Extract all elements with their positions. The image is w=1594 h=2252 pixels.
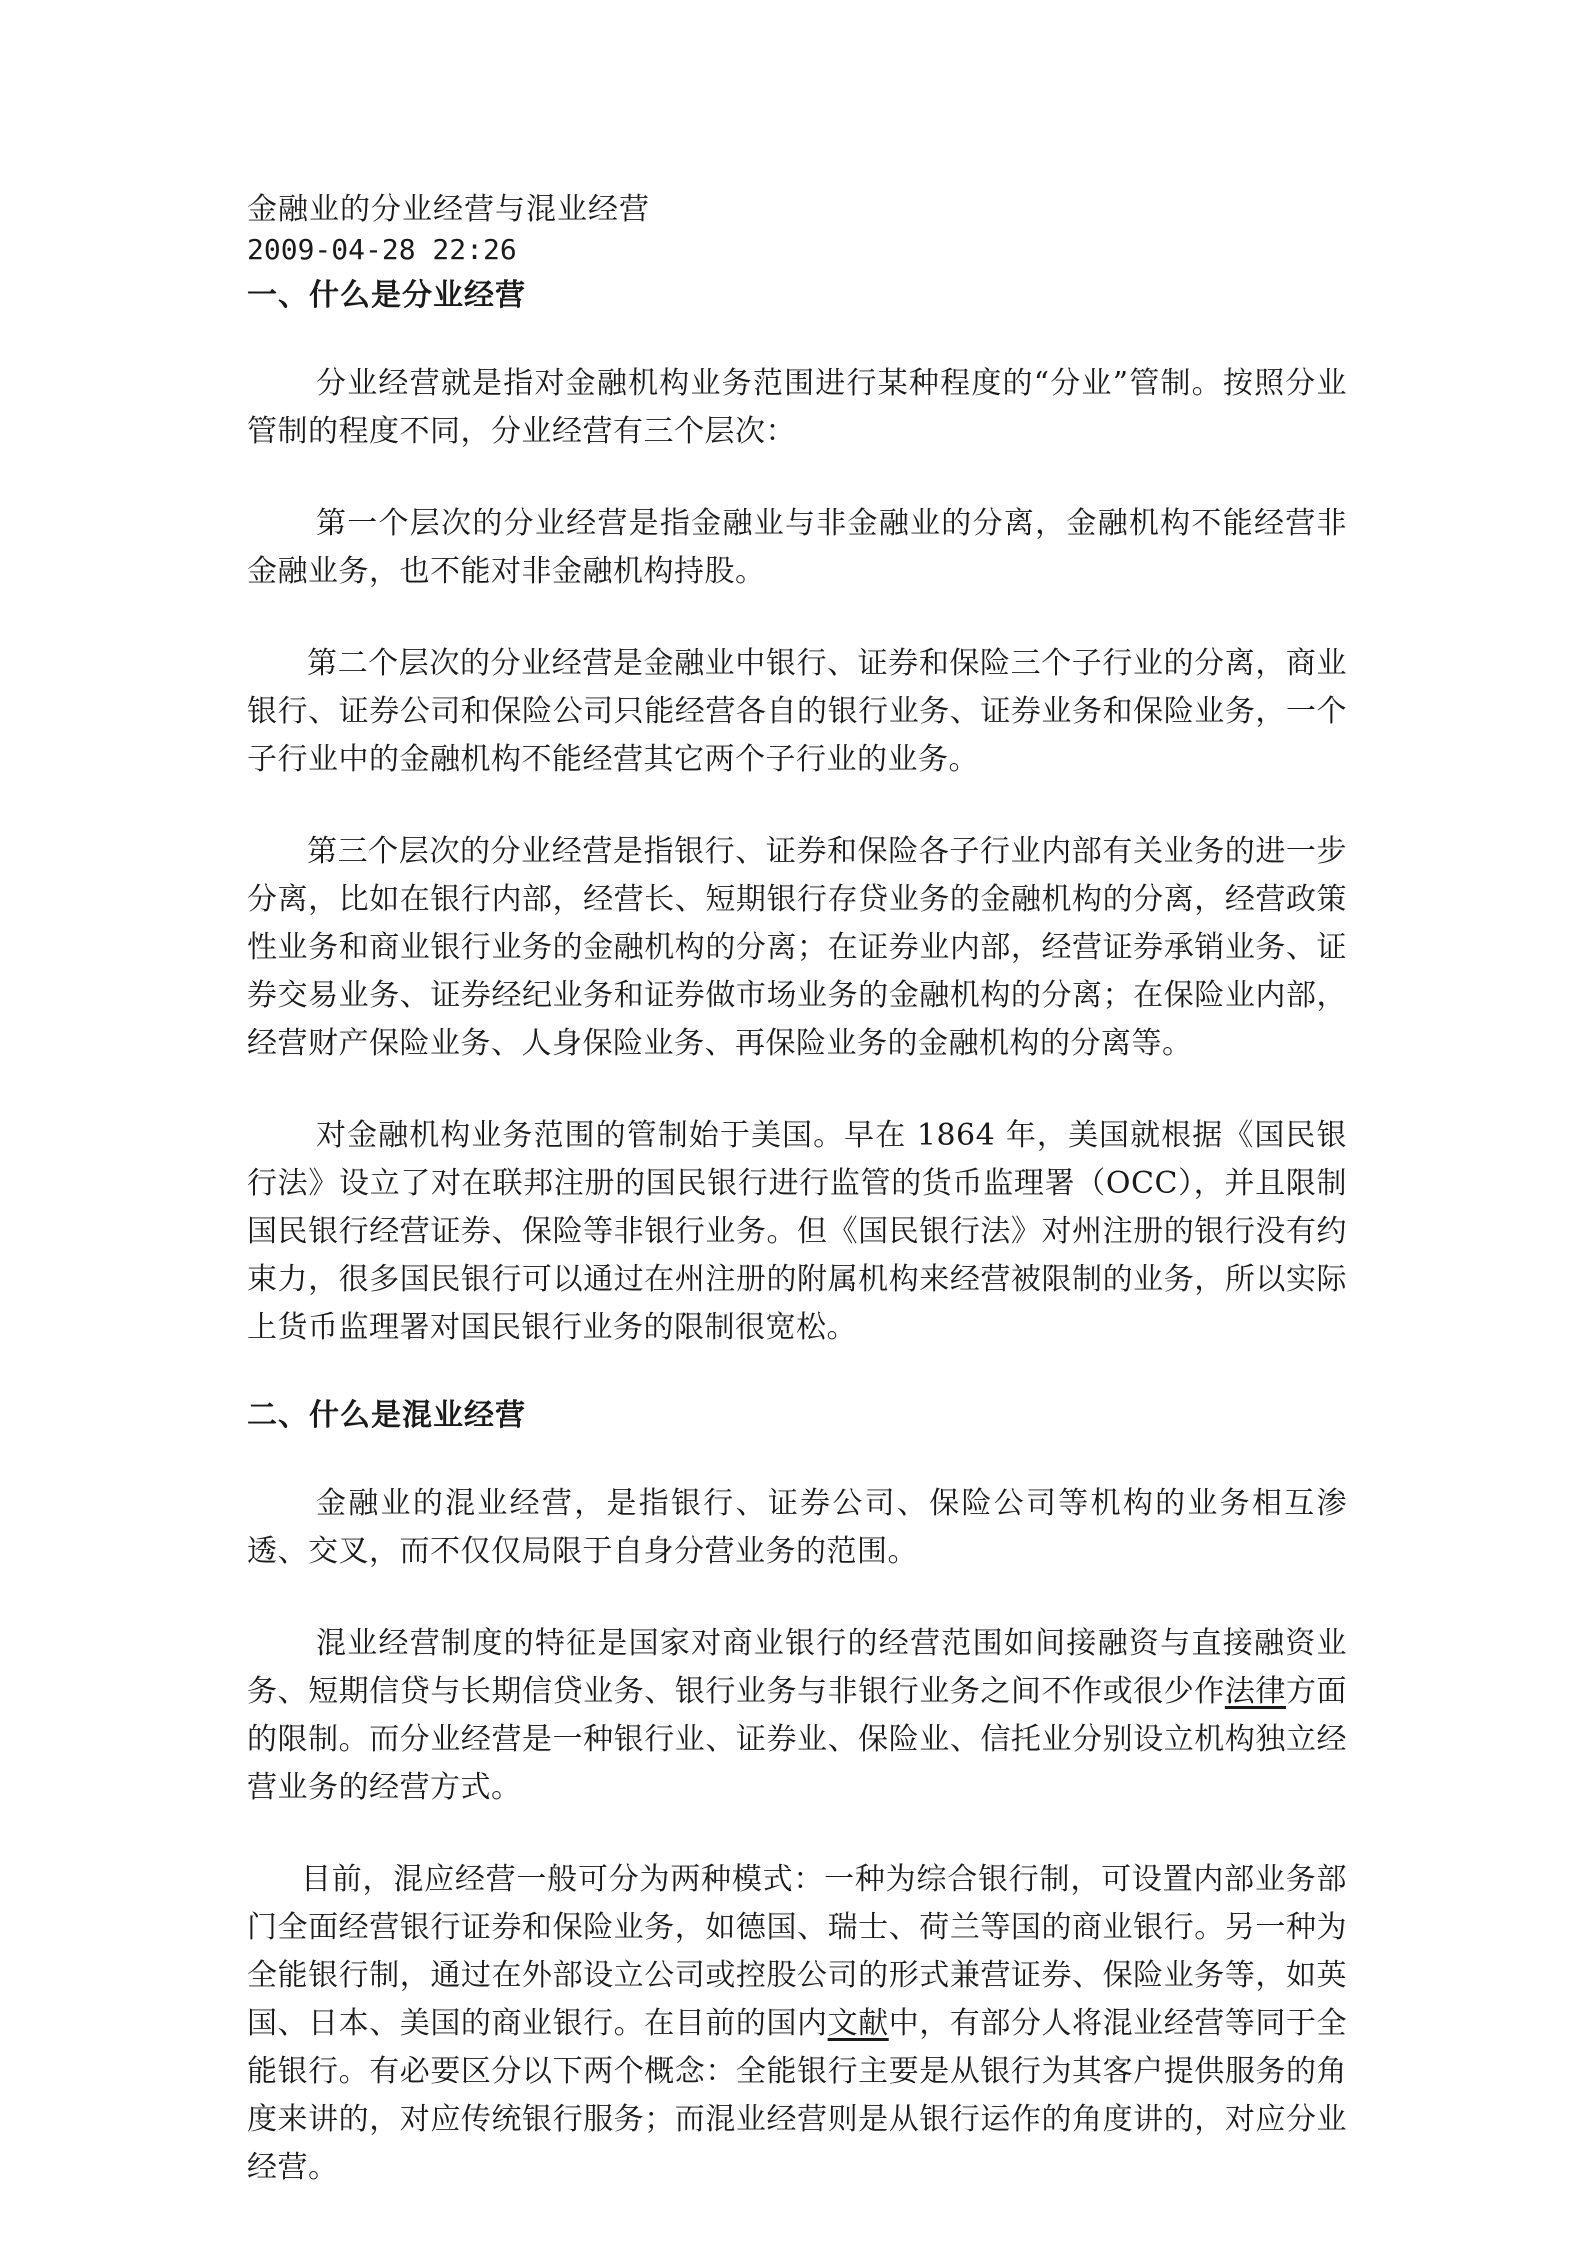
section-2-heading: 二、什么是混业经营 <box>247 1398 526 1433</box>
section-2-paragraph-1: 金融业的混业经营，是指银行、证券公司、保险公司等机构的业务相互渗透、交叉，而不仅仅局限于自身分营业务的范围。 <box>247 1486 1347 1569</box>
section-1-paragraph-5: 对金融机构业务范围的管制始于美国。早在 1864 年，美国就根据《国民银行法》设立了对在联邦注册的国民银行进行监管的货币监理署（OCC），并且限制国民银行经营证券、保险等非银行业务。但《国民银行法》对州注册的银行没有约束力，很多国民银行可以通过在州注册的附属机构来经营被限制的业务，所以实际上货币监理署对国民银行业务的限制很宽松。 <box>247 1118 1347 1345</box>
section-1-heading: 一、什么是分业经营 <box>247 278 526 313</box>
section-2-paragraph-2-text-a: 混业经营制度的特征是国家对商业银行的经营范围如间接融资与直接融资业务、短期信贷与长期信贷业务、银行业务与非银行业务之间不作或很少作 <box>247 1626 1347 1709</box>
section-2-paragraph-2 <box>247 1620 1347 1812</box>
section-1-paragraph-4: 第三个层次的分业经营是指银行、证券和保险各子行业内部有关业务的进一步分离，比如在银行内部，经营长、短期银行存贷业务的金融机构的分离，经营政策性业务和商业银行业务的金融机构的分离；在证券业内部，经营证券承销业务、证券交易业务、证券经纪业务和证券做市场业务的金融机构的分离；在保险业内部，经营财产保险业务、人身保险业务、再保险业务的金融机构的分离等。 <box>247 834 1347 1061</box>
section-2-paragraph-3 <box>247 1856 1347 2192</box>
literature-link[interactable]: 文献 <box>827 2006 889 2041</box>
section-1-paragraph-1: 分业经营就是指对金融机构业务范围进行某种程度的“分业”管制。按照分业管制的程度不同，分业经营有三个层次： <box>247 366 1347 449</box>
section-1-paragraph-3: 第二个层次的分业经营是金融业中银行、证券和保险三个子行业的分离，商业银行、证券公司和保险公司只能经营各自的银行业务、证券业务和保险业务，一个子行业中的金融机构不能经营其它两个子行业的业务。 <box>247 646 1347 777</box>
section-2-paragraph-3-text-b: 中，有部分人将混业经营等同于全能银行。有必要区分以下两个概念：全能银行主要是从银行为其客户提供服务的角度来讲的，对应传统银行服务；而混业经营则是从银行运作的角度讲的，对应分业经营。 <box>247 2006 1348 2185</box>
section-1-paragraph-2: 第一个层次的分业经营是指金融业与非金融业的分离，金融机构不能经营非金融业务，也不能对非金融机构持股。 <box>247 506 1347 589</box>
document-date: 2009-04-28 22:26 <box>247 233 517 266</box>
section-2-paragraph-3-text-a: 目前，混应经营一般可分为两种模式：一种为综合银行制，可设置内部业务部门全面经营银行证券和保险业务，如德国、瑞士、荷兰等国的商业银行。另一种为全能银行制，通过在外部设立公司或控股公司的形式兼营证券、保险业务等，如英国、日本、美国的商业银行。在目前的国内 <box>247 1862 1347 2041</box>
law-link[interactable]: 法律 <box>1224 1674 1286 1709</box>
section-2-paragraph-2-text-b: 方面的限制。而分业经营是一种银行业、证券业、保险业、信托业分别设立机构独立经营业务的经营方式。 <box>247 1674 1348 1805</box>
document-title: 金融业的分业经营与混业经营 <box>247 192 650 227</box>
document-body <box>247 190 1347 2236</box>
